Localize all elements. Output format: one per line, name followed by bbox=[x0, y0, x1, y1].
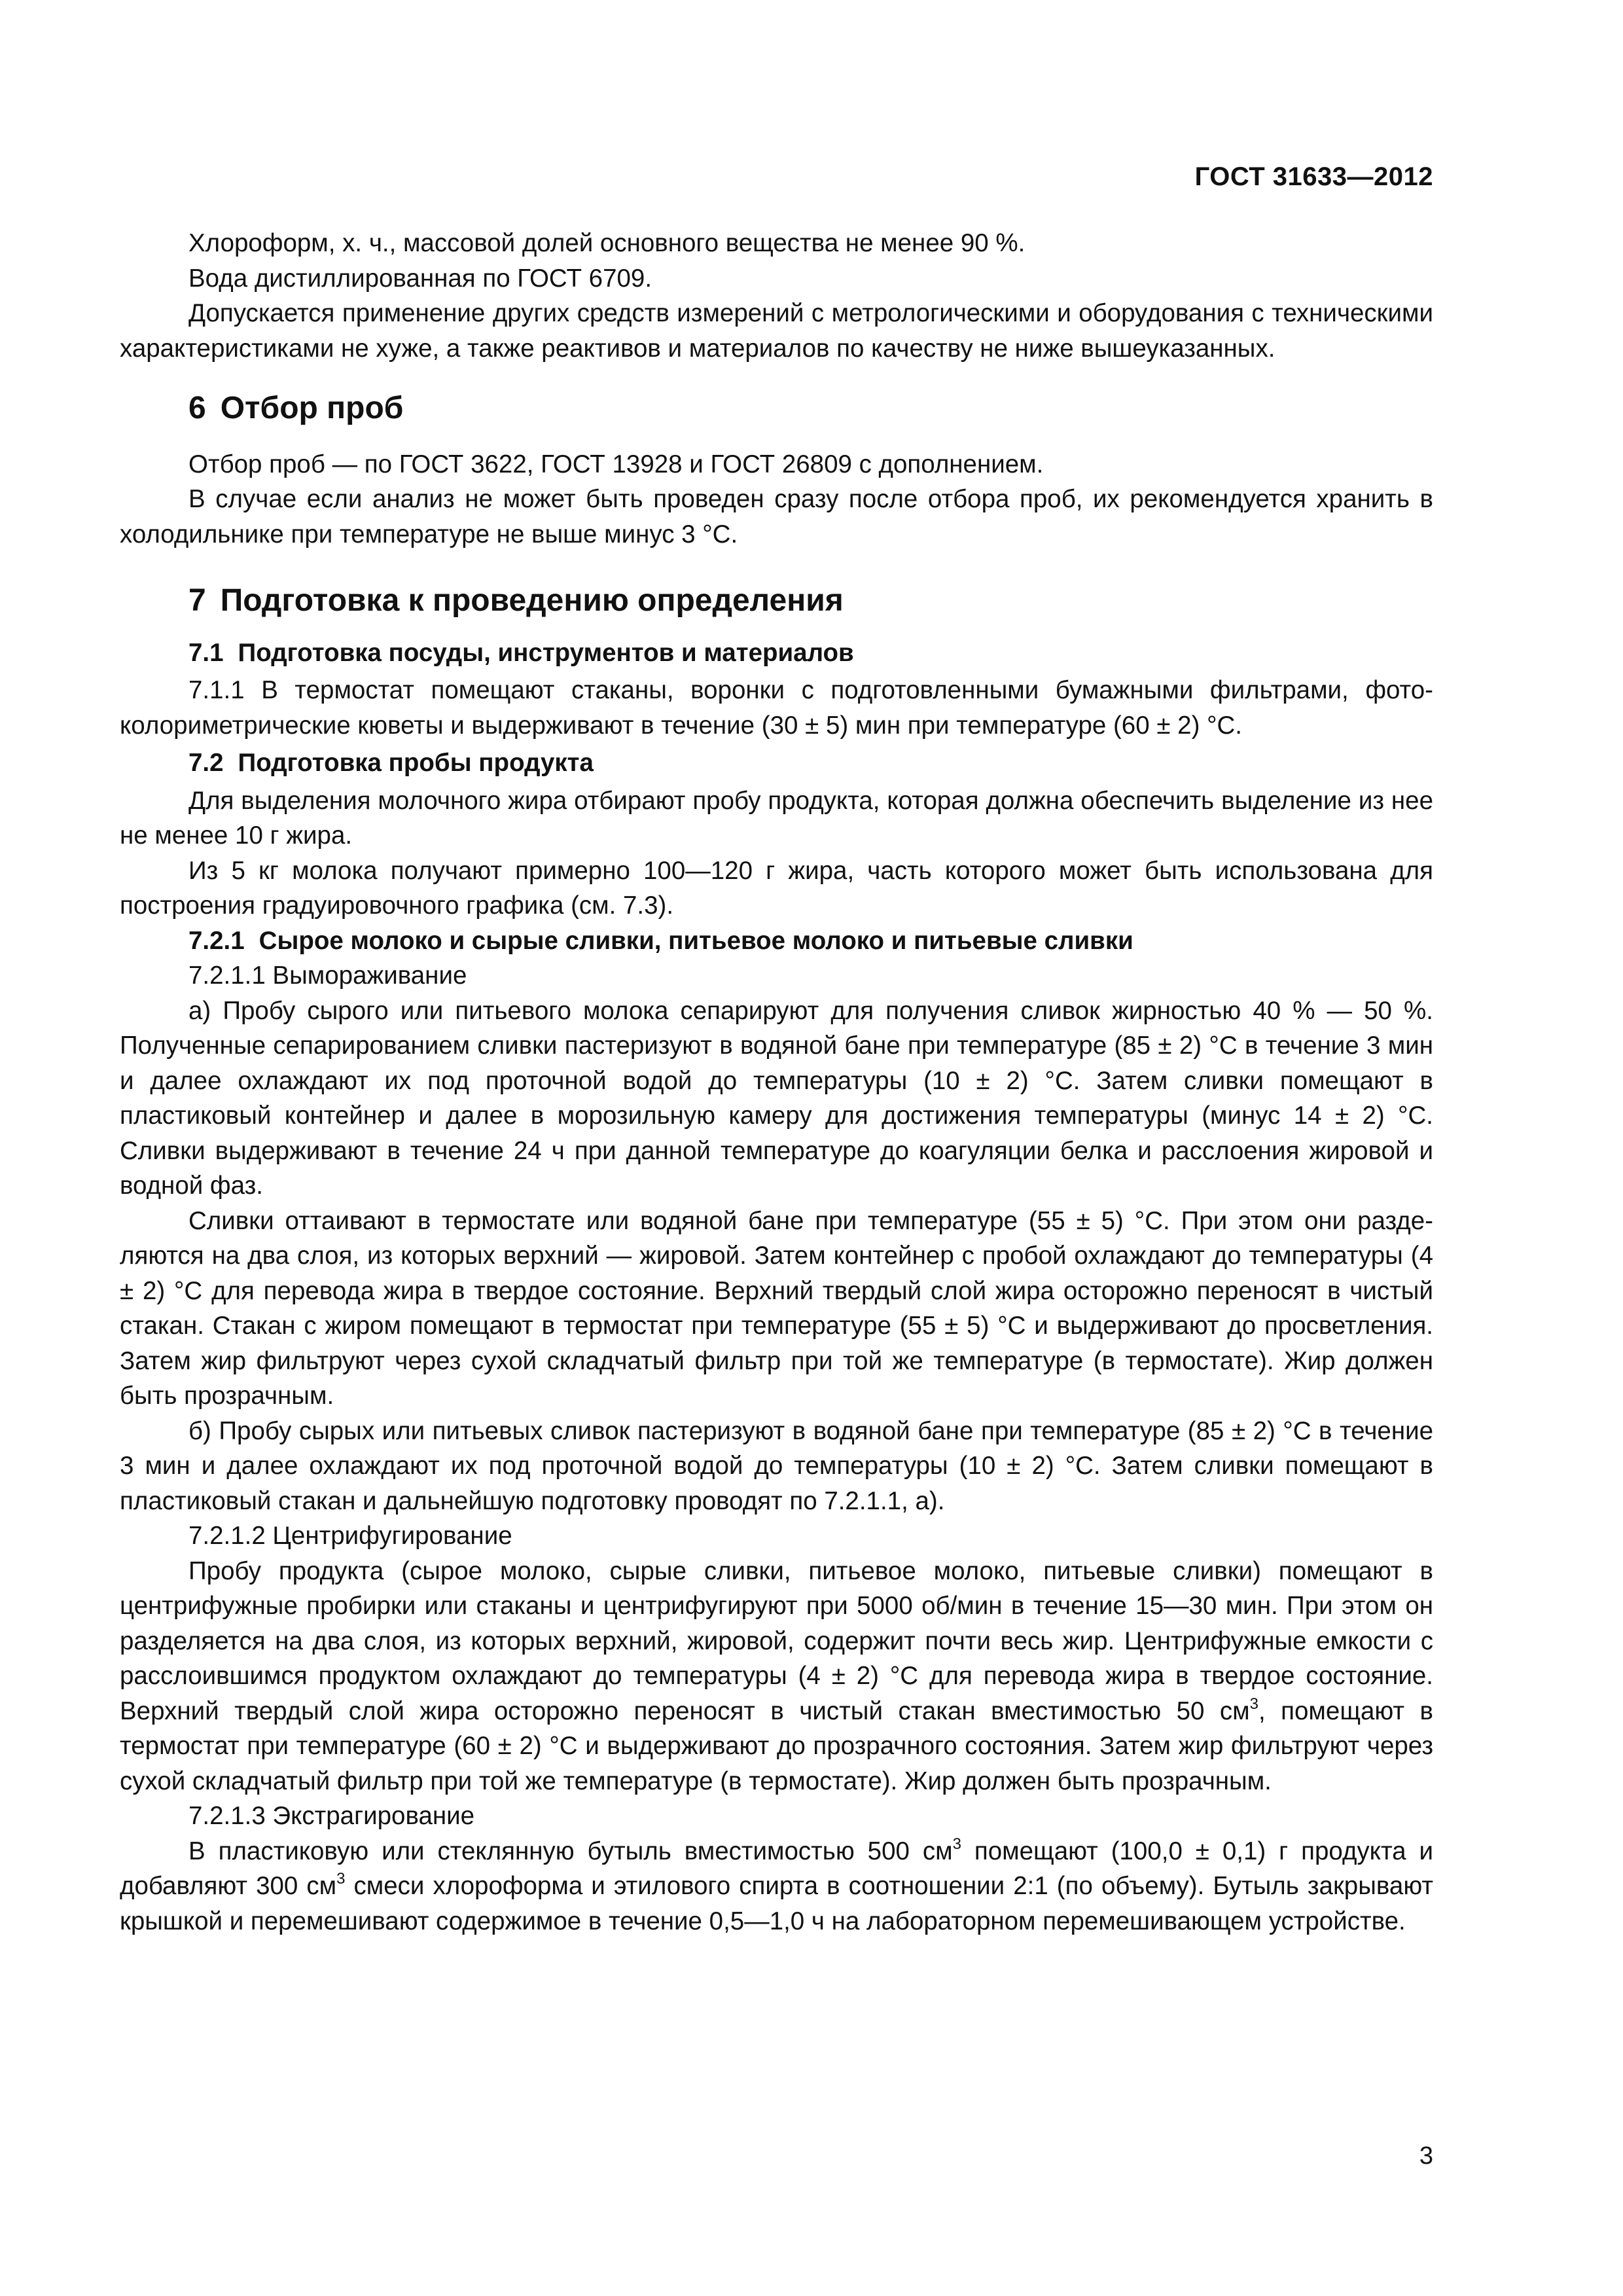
section-7-number: 7 bbox=[188, 583, 206, 618]
section-7-2-1-number: 7.2.1 bbox=[188, 926, 245, 955]
paragraph-7-2-1-1-thawing: Сливки оттаивают в термостате или водяной бане при температуре (55 ± 5) °С. При этом они разделяются на два слоя, из которых верхний — жировой. Затем контейнер с пробой охлаждают до температуры (4 ± 2) °С для перевода жира в твердое состояние. Верхний твердый слой жира осторожно переносят в чистый стакан. Стакан с жиром помещают в термостат при температуре (55 ± 5) °С и выдерживают до просветления. Затем жир фильтруют через сухой складчатый фильтр при той же температуре (в термостате). Жир должен быть прозрачным. bbox=[120, 1206, 1433, 1410]
paragraph-water: Вода дистиллированная по ГОСТ 6709. bbox=[188, 264, 652, 293]
superscript-cube: 3 bbox=[336, 1870, 346, 1888]
section-6-heading bbox=[120, 391, 1433, 426]
section-7-1-title: Подготовка посуды, инструментов и материалов bbox=[238, 638, 854, 667]
paragraph-7-2-1-2-part1: Пробу продукта (сырое молоко, сырые сливки, питьевое молоко, питьевые сливки) помещают в центрифужные пробирки или стаканы и центрифугируют при 5000 об/мин в течение 15—30 мин. При этом он разделяется на два слоя, из которых верхний, жировой, содержит почти весь жир. Центрифужные емкости с расслоившимся продуктом охлаждают до температуры (4 ± 2) °С для перевода жира в твердое состояние. Верхний твердый слой жира осторожно переносят в чистый стакан вместимостью 50 см bbox=[120, 1556, 1433, 1725]
section-7-title: Подготовка к проведению определения bbox=[220, 583, 844, 618]
superscript-cube: 3 bbox=[952, 1835, 961, 1853]
section-7-2-title: Подготовка пробы продукта bbox=[238, 749, 594, 777]
subsection-7-2-1-3-title: 7.2.1.3 Экстрагирование bbox=[188, 1802, 475, 1830]
paragraph-7-2-fat-yield: Из 5 кг молока получают примерно 100—120 г жира, часть которого может быть использована для построения градуировочного графика (см. 7.3). bbox=[120, 856, 1433, 920]
subsection-7-2-1-1-title: 7.2.1.1 Вымораживание bbox=[188, 961, 467, 990]
paragraph-allowed-equipment: Допускается применение других средств измерений с метрологическими и оборудования с техническими характеристиками не хуже, а также реактивов и материалов по качеству не ниже вышеуказанных. bbox=[120, 299, 1433, 363]
paragraph-7-2-1-3 bbox=[120, 1834, 1433, 1939]
superscript-cube: 3 bbox=[1249, 1695, 1258, 1713]
section-7-2-number: 7.2 bbox=[188, 749, 224, 777]
paragraph-7-2-1-3-part2: помещают (100,0 ± 0,1) г продукта и добавляют 300 см bbox=[120, 1837, 1433, 1900]
section-6-number: 6 bbox=[188, 391, 206, 425]
paragraph-7-1-1: 7.1.1 В термостат помещают стаканы, воронки с подготовленными бумажными фильтрами, фотоколориметрические кюветы и выдерживают в течение (30 ± 5) мин при температуре (60 ± 2) °С. bbox=[120, 676, 1433, 740]
section-7-1-heading bbox=[120, 636, 1433, 671]
page-number: 3 bbox=[1419, 2142, 1433, 2170]
paragraph-7-2-1-1-a: а) Пробу сырого или питьевого молока сепарируют для получения сливок жирностью 40 % — 50 %. Полученные сепарированием сливки пастеризуют в водяной бане при температуре (85 ± 2) °С в течение 3 мин и далее охлаждают их под проточной водой до температуры (10 ± 2) °С. Затем сливки помещают в пластиковый контейнер и далее в морозильную камеру для достижения температуры (минус 14 ± 2) °С. Сливки выдерживают в течение 24 ч при данной температуре до коагуляции белка и расслоения жировой и водной фаз. bbox=[120, 996, 1433, 1200]
paragraph-7-2-1-3-part3: смеси хлороформа и этилового спирта в соотношении 2:1 (по объему). Бутыль закрывают крышкой и перемешивают содержимое в течение 0,5—1,0 ч на лабораторном перемешивающем устройстве. bbox=[120, 1872, 1433, 1935]
document-code: ГОСТ 31633—2012 bbox=[1194, 162, 1433, 191]
section-7-2-1-title: Сырое молоко и сырые сливки, питьевое молоко и питьевые сливки bbox=[259, 926, 1133, 955]
document-body bbox=[120, 226, 1433, 1939]
paragraph-chloroform: Хлороформ, х. ч., массовой долей основного вещества не менее 90 %. bbox=[188, 229, 1026, 257]
section-7-2-1-heading bbox=[120, 924, 1433, 959]
section-7-1-number: 7.1 bbox=[188, 638, 224, 667]
paragraph-7-2-1-3-part1: В пластиковую или стеклянную бутыль вместимостью 500 см bbox=[188, 1837, 953, 1865]
paragraph-sample-storage: В случае если анализ не может быть проведен сразу после отбора проб, их рекомендуется хранить в холодильнике при температуре не выше минус 3 °С. bbox=[120, 485, 1433, 548]
subsection-7-2-1-2-title: 7.2.1.2 Центрифугирование bbox=[188, 1522, 512, 1550]
section-6-title: Отбор проб bbox=[220, 391, 404, 425]
paragraph-sampling: Отбор проб — по ГОСТ 3622, ГОСТ 13928 и ГОСТ 26809 с дополнением. bbox=[188, 450, 1044, 478]
paragraph-7-2-1-1-b: б) Пробу сырых или питьевых сливок пастеризуют в водяной бане при температуре (85 ± 2) °С в течение 3 мин и далее охлаждают их под проточной водой до температуры (10 ± 2) °С. Затем сливки помещают в пластиковый стакан и дальнейшую подготовку проводят по 7.2.1.1, а). bbox=[120, 1416, 1433, 1515]
section-7-heading bbox=[120, 583, 1433, 619]
paragraph-7-2-1-2-part2: , помещают в термостат при температуре (60 ± 2) °С и выдерживают до прозрачного состояния. Затем жир фильтруют через сухой складчатый фильтр при той же температуре (в термостате). Жир должен быть прозрачным. bbox=[120, 1696, 1433, 1795]
section-7-2-heading bbox=[120, 745, 1433, 781]
paragraph-7-2-1-2 bbox=[120, 1554, 1433, 1799]
paragraph-7-2-fat-sample: Для выделения молочного жира отбирают пробу продукта, которая должна обеспечить выделение из нее не менее 10 г жира. bbox=[120, 786, 1433, 850]
